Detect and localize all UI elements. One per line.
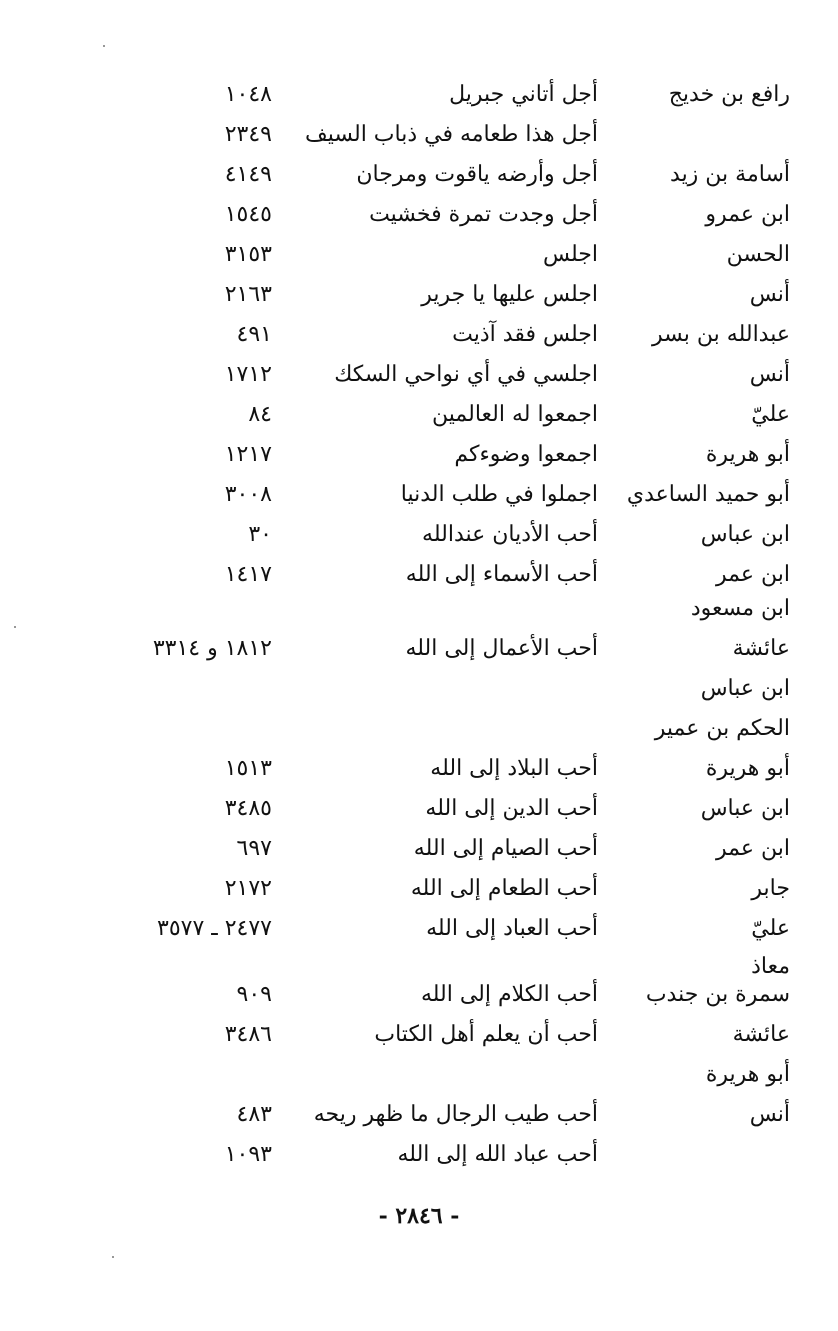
- hadith-opening: اجلسي في أي نواحي السكك: [334, 362, 598, 387]
- narrator-name: عليّ: [751, 402, 790, 427]
- hadith-opening: أحب الدين إلى الله: [425, 796, 598, 821]
- hadith-number: ١٥٤٥: [224, 202, 272, 227]
- hadith-opening: اجمعوا له العالمين: [432, 402, 598, 427]
- hadith-opening: أجل هذا طعامه في ذباب السيف: [304, 122, 598, 147]
- hadith-opening: أحب الأسماء إلى الله: [405, 562, 598, 587]
- hadith-opening: اجملوا في طلب الدنيا: [400, 482, 598, 507]
- narrator-name: أنس: [749, 1102, 790, 1127]
- narrator-name: جابر: [751, 876, 790, 901]
- narrator-name: أبو هريرة: [705, 1062, 790, 1087]
- narrator-name: أبو حميد الساعدي: [626, 482, 790, 507]
- index-row: [0, 478, 838, 512]
- narrator-name: ابن عباس: [700, 796, 790, 821]
- narrator-name: سمرة بن جندب: [645, 982, 790, 1007]
- index-row: [0, 872, 838, 906]
- narrator-name: الحكم بن عمير: [654, 716, 790, 741]
- index-row: [0, 712, 838, 746]
- index-row: [0, 318, 838, 352]
- hadith-opening: أحب أن يعلم أهل الكتاب: [374, 1022, 598, 1047]
- hadith-opening: اجمعوا وضوءكم: [454, 442, 598, 467]
- hadith-opening: أجل وجدت تمرة فخشيت: [369, 202, 598, 227]
- hadith-number: ٣١٥٣: [224, 242, 272, 267]
- index-row: [0, 558, 838, 592]
- index-row: [0, 278, 838, 312]
- hadith-number: ١٠٤٨: [224, 82, 272, 107]
- page-number: - ٢٨٤٦ -: [378, 1203, 460, 1229]
- hadith-number: ١٢١٧: [224, 442, 272, 467]
- scan-speck: [103, 45, 105, 47]
- index-row: [0, 518, 838, 552]
- hadith-number: ٢٤٧٧ ـ ٣٥٧٧: [157, 916, 272, 941]
- hadith-number: ١٠٩٣: [224, 1142, 272, 1167]
- hadith-opening: أجل أتاني جبريل: [449, 82, 598, 107]
- narrator-name: ابن عمرو: [705, 202, 790, 227]
- narrator-name: عائشة: [732, 1022, 790, 1047]
- hadith-number: ٩٠٩: [236, 982, 272, 1007]
- narrator-name: أبو هريرة: [705, 442, 790, 467]
- hadith-opening: أحب الأديان عندالله: [422, 522, 598, 547]
- hadith-opening: أحب الكلام إلى الله: [420, 982, 598, 1007]
- index-row: [0, 978, 838, 1012]
- narrator-name: معاذ: [751, 954, 790, 979]
- index-row: [0, 398, 838, 432]
- index-row: [0, 238, 838, 272]
- hadith-opening: اجلس: [542, 242, 598, 267]
- hadith-number: ٢١٦٣: [224, 282, 272, 307]
- hadith-opening: أحب الطعام إلى الله: [410, 876, 598, 901]
- narrator-name: ابن عمر: [716, 562, 790, 587]
- index-row: [0, 752, 838, 786]
- narrator-name: عبدالله بن بسر: [652, 322, 790, 347]
- index-row: [0, 358, 838, 392]
- hadith-number: ٣٠: [248, 522, 272, 547]
- index-row: [0, 1018, 838, 1052]
- narrator-name: ابن عباس: [700, 676, 790, 701]
- hadith-number: ١٧١٢: [224, 362, 272, 387]
- scan-speck: [112, 1256, 114, 1258]
- hadith-opening: أحب البلاد إلى الله: [430, 756, 598, 781]
- narrator-name: أبو هريرة: [705, 756, 790, 781]
- narrator-name: أسامة بن زيد: [670, 162, 790, 187]
- hadith-opening: أحب الصيام إلى الله: [413, 836, 598, 861]
- index-row: [0, 158, 838, 192]
- hadith-number: ١٤١٧: [224, 562, 272, 587]
- narrator-name: عليّ: [751, 916, 790, 941]
- hadith-number: ٤٨٣: [236, 1102, 272, 1127]
- hadith-number: ٣٠٠٨: [224, 482, 272, 507]
- scan-speck: [14, 626, 16, 628]
- index-row: [0, 792, 838, 826]
- hadith-opening: أحب عباد الله إلى الله: [397, 1142, 598, 1167]
- index-row: [0, 912, 838, 946]
- index-row: [0, 832, 838, 866]
- hadith-opening: اجلس عليها يا جرير: [421, 282, 598, 307]
- index-row: [0, 672, 838, 706]
- index-row: [0, 1058, 838, 1092]
- narrator-name: ابن مسعود: [690, 596, 790, 621]
- hadith-number: ٣٤٨٦: [224, 1022, 272, 1047]
- index-row: [0, 438, 838, 472]
- index-row: [0, 1138, 838, 1172]
- narrator-name: أنس: [749, 362, 790, 387]
- index-row: [0, 78, 838, 112]
- hadith-opening: أحب العباد إلى الله: [426, 916, 598, 941]
- hadith-number: ٤١٤٩: [224, 162, 272, 187]
- narrator-name: ابن عباس: [700, 522, 790, 547]
- hadith-number: ٨٤: [248, 402, 272, 427]
- narrator-name: عائشة: [732, 636, 790, 661]
- hadith-opening: أحب الأعمال إلى الله: [405, 636, 598, 661]
- index-row: [0, 632, 838, 666]
- index-row: [0, 592, 838, 626]
- index-row: [0, 1098, 838, 1132]
- hadith-opening: أجل وأرضه ياقوت ومرجان: [356, 162, 598, 187]
- hadith-opening: أحب طيب الرجال ما ظهر ريحه: [313, 1102, 598, 1127]
- hadith-opening: اجلس فقد آذيت: [452, 322, 598, 347]
- narrator-name: رافع بن خديج: [668, 82, 790, 107]
- hadith-number: ١٥١٣: [224, 756, 272, 781]
- hadith-number: ٢٣٤٩: [224, 122, 272, 147]
- index-row: [0, 198, 838, 232]
- hadith-number: ٢١٧٢: [224, 876, 272, 901]
- hadith-number: ١٨١٢ و ٣٣١٤: [152, 636, 272, 661]
- narrator-name: أنس: [749, 282, 790, 307]
- hadith-number: ٦٩٧: [236, 836, 272, 861]
- narrator-name: الحسن: [726, 242, 790, 267]
- hadith-number: ٤٩١: [236, 322, 272, 347]
- hadith-number: ٣٤٨٥: [224, 796, 272, 821]
- narrator-name: ابن عمر: [716, 836, 790, 861]
- index-row: [0, 118, 838, 152]
